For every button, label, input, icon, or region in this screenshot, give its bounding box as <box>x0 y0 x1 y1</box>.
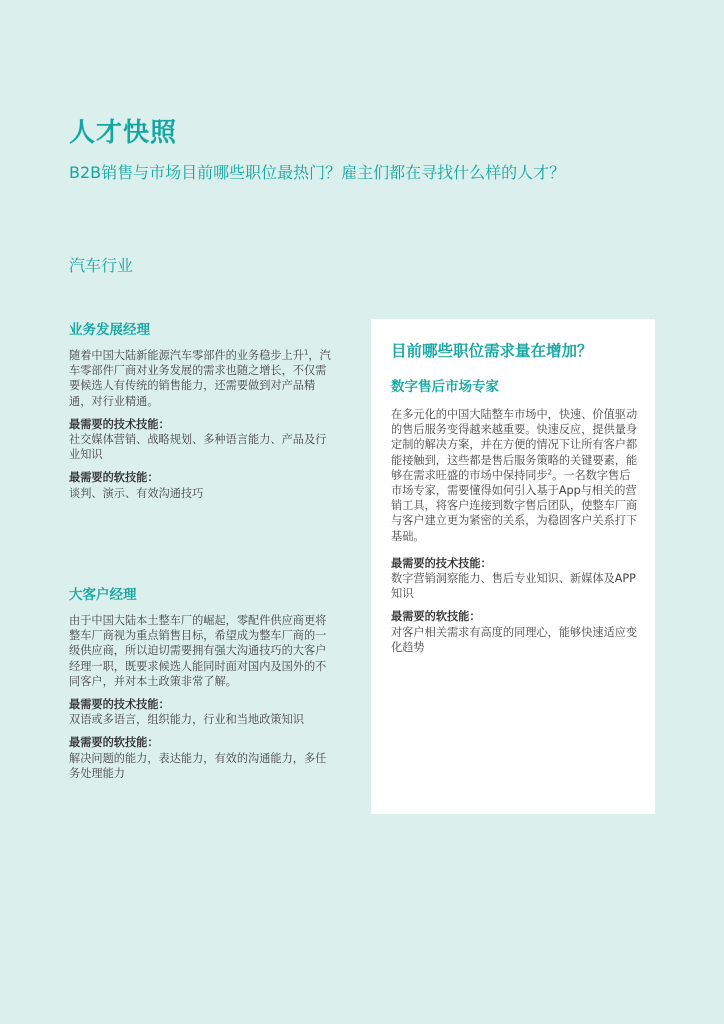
footnote-ref: 1 <box>303 348 309 357</box>
tech-skills: 数字营销洞察能力、售后专业知识、新媒体及APP知识 <box>391 572 636 601</box>
role-section-key-account <box>69 583 331 789</box>
role-title: 业务发展经理 <box>69 322 150 338</box>
in-demand-roles-box <box>371 319 655 814</box>
box-role-description: 在多元化的中国大陆整车市场中，快速、价值驱动的售后服务变得越来越重要。快速反应，提供量身定制的解决方案，并在方便的情况下让所有客户都能接触到，这些都是售后服务策略的关键要素，能够在需求旺盛的市场中保持同步$^2$。一名数字售后市场专家，需要懂得如何引入基于App与相关的营销工具，将客户连接到数字售后团队，使整车厂商与客户建立更为紧密的关系，为稳固客户关系打下基础。 <box>391 408 638 543</box>
soft-skills-label: 最需要的软技能： <box>391 610 481 624</box>
tech-skills: 社交媒体营销、战略规划、多种语言能力、产品及行业知识 <box>69 433 327 462</box>
industry-label: 汽车行业 <box>69 256 134 275</box>
role-title: 大客户经理 <box>69 587 137 603</box>
tech-skills-label: 最需要的技术技能： <box>391 556 492 570</box>
soft-skills: 对客户相关需求有高度的同理心，能够快速适应变化趋势 <box>391 625 638 654</box>
box-title: 目前哪些职位需求量在增加？ <box>391 342 593 360</box>
tech-skills-label: 最需要的技术技能： <box>69 417 170 431</box>
role-section-business-development <box>69 318 331 509</box>
page-title: 人才快照 <box>69 118 178 148</box>
box-role-title: 数字售后市场专家 <box>391 379 499 395</box>
tech-skills: 双语或多语言，组织能力，行业和当地政策知识 <box>69 713 304 727</box>
footnote-ref: 2 <box>547 468 553 477</box>
role-description: 随着中国大陆新能源汽车零部件的业务稳步上升$^1$，汽车零部件厂商对业务发展的需求也随之增长，不仅需要候选人有传统的销售能力，还需要做到对产品精通，对行业精通。 <box>69 348 331 408</box>
soft-skills: 谈判、演示、有效沟通技巧 <box>69 486 204 500</box>
soft-skills-label: 最需要的软技能： <box>69 471 159 485</box>
soft-skills: 解决问题的能力，表达能力，有效的沟通能力，多任务处理能力 <box>69 751 327 780</box>
soft-skills-label: 最需要的软技能： <box>69 736 159 750</box>
tech-skills-label: 最需要的技术技能： <box>69 698 170 712</box>
page-subtitle: B2B销售与市场目前哪些职位最热门？雇主们都在寻找什么样的人才？ <box>69 163 566 182</box>
role-description: 由于中国大陆本土整车厂的崛起，零配件供应商更将整车厂商视为重点销售目标，希望成为整车厂商的一级供应商，所以迫切需要拥有强大沟通技巧的大客户经理一职，既要求候选人能同时面对国内及国外的不同客户，并对本土政策非常了解。 <box>69 614 327 688</box>
